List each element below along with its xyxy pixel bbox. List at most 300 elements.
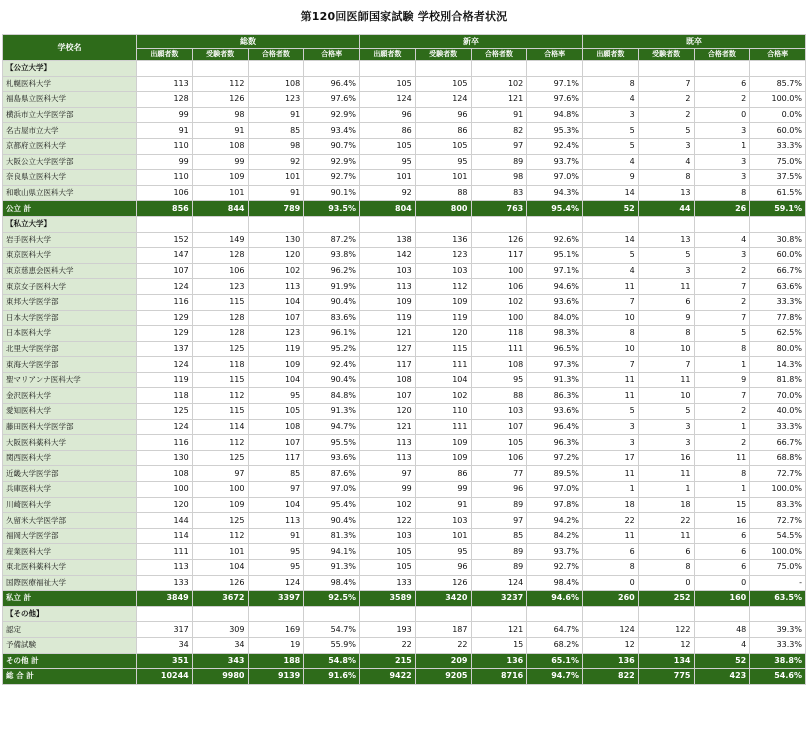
value-cell: 102 [471,76,527,92]
school-name: 福岡大学医学部 [3,528,137,544]
value-cell: 16 [694,513,750,529]
value-cell: 149 [192,232,248,248]
table-row [3,404,806,420]
value-cell: 111 [471,341,527,357]
value-cell: 112 [192,388,248,404]
value-cell: 92.6% [527,232,583,248]
value-cell: 3 [694,248,750,264]
value-cell: 102 [360,497,416,513]
value-cell: 188 [248,653,304,669]
empty-cell [750,606,806,622]
value-cell: 130 [248,232,304,248]
school-name: 東北医科薬科大学 [3,560,137,576]
value-cell: 80.0% [750,341,806,357]
value-cell: 116 [137,435,193,451]
value-cell: 91 [137,123,193,139]
value-cell: 9139 [248,669,304,685]
value-cell: 9 [638,310,694,326]
value-cell: 105 [360,560,416,576]
value-cell: 125 [192,450,248,466]
value-cell: 118 [192,357,248,373]
results-table [2,34,806,685]
value-cell: 91.3% [304,560,360,576]
value-cell: 88 [471,388,527,404]
value-cell: 63.5% [750,591,806,607]
school-name: 久留米大学医学部 [3,513,137,529]
value-cell: 64.7% [527,622,583,638]
value-cell: 7 [694,310,750,326]
subtotal-row [3,653,806,669]
empty-cell [471,606,527,622]
value-cell: 108 [248,76,304,92]
value-cell: 111 [415,419,471,435]
school-name: 横浜市立大学医学部 [3,107,137,123]
value-cell: 111 [137,544,193,560]
empty-cell [304,606,360,622]
value-cell: 133 [360,575,416,591]
value-cell: 104 [248,294,304,310]
value-cell: 17 [583,450,639,466]
empty-cell [694,606,750,622]
value-cell: 351 [137,653,193,669]
school-name: 聖マリアンナ医科大学 [3,372,137,388]
empty-cell [360,606,416,622]
empty-cell [360,216,416,232]
value-cell: 68.2% [527,637,583,653]
value-cell: 97 [471,138,527,154]
value-cell: 309 [192,622,248,638]
value-cell: 800 [415,201,471,217]
value-cell: 101 [192,544,248,560]
table-row [3,482,806,498]
table-row [3,123,806,139]
table-row [3,279,806,295]
school-name: 私立 計 [3,591,137,607]
value-cell: 34 [137,637,193,653]
value-cell: 105 [471,435,527,451]
value-cell: 260 [583,591,639,607]
value-cell: 91.9% [304,279,360,295]
value-cell: 93.6% [527,404,583,420]
value-cell: 317 [137,622,193,638]
value-cell: 2 [694,92,750,108]
school-name: 和歌山県立医科大学 [3,185,137,201]
value-cell: 789 [248,201,304,217]
value-cell: 52 [583,201,639,217]
value-cell: 89 [471,154,527,170]
value-cell: 110 [137,138,193,154]
value-cell: 10 [638,341,694,357]
school-name: 札幌医科大学 [3,76,137,92]
value-cell: 90.4% [304,294,360,310]
value-cell: 37.5% [750,170,806,186]
value-cell: 84.0% [527,310,583,326]
value-cell: 14.3% [750,357,806,373]
school-name: 岩手医科大学 [3,232,137,248]
value-cell: 0.0% [750,107,806,123]
school-name: 名古屋市立大学 [3,123,137,139]
value-cell: 89 [471,544,527,560]
value-cell: 112 [192,528,248,544]
value-cell: 98.4% [304,575,360,591]
value-cell: 96.2% [304,263,360,279]
value-cell: 93.7% [527,154,583,170]
value-cell: 11 [583,388,639,404]
school-name: 国際医療福祉大学 [3,575,137,591]
section-label: 【公立大学】 [3,61,137,77]
empty-cell [192,61,248,77]
value-cell: 114 [192,419,248,435]
value-cell: 95.2% [304,341,360,357]
value-cell: 6 [583,544,639,560]
school-name: 川崎医科大学 [3,497,137,513]
table-row [3,560,806,576]
value-cell: 97 [471,513,527,529]
value-cell: 102 [471,294,527,310]
value-cell: 104 [415,372,471,388]
value-cell: 113 [360,279,416,295]
value-cell: 104 [248,497,304,513]
value-cell: 119 [137,372,193,388]
value-cell: 147 [137,248,193,264]
school-name: 予備試験 [3,637,137,653]
school-name: 愛知医科大学 [3,404,137,420]
value-cell: 2 [694,263,750,279]
school-name: 日本医科大学 [3,326,137,342]
empty-cell [638,61,694,77]
value-cell: 113 [360,435,416,451]
value-cell: 4 [694,637,750,653]
value-cell: 97.0% [527,170,583,186]
value-cell: 7 [583,357,639,373]
value-cell: 9422 [360,669,416,685]
value-cell: 99 [137,154,193,170]
value-cell: 11 [638,528,694,544]
value-cell: 117 [471,248,527,264]
value-cell: 124 [137,279,193,295]
value-cell: 5 [694,326,750,342]
value-cell: 0 [583,575,639,591]
value-cell: 33.3% [750,294,806,310]
value-cell: 126 [415,575,471,591]
value-cell: 844 [192,201,248,217]
value-cell: 7 [694,279,750,295]
value-cell: 134 [638,653,694,669]
value-cell: 13 [638,232,694,248]
subtotal-row [3,201,806,217]
value-cell: 3589 [360,591,416,607]
value-cell: 106 [471,450,527,466]
col-applicants: 出願者数 [583,49,639,61]
value-cell: 129 [137,310,193,326]
value-cell: 95.5% [304,435,360,451]
value-cell: 130 [137,450,193,466]
value-cell: 2 [694,435,750,451]
value-cell: 6 [694,560,750,576]
value-cell: 6 [694,76,750,92]
table-header [3,35,806,61]
value-cell: 252 [638,591,694,607]
empty-cell [304,61,360,77]
value-cell: 82 [471,123,527,139]
value-cell: 3 [638,419,694,435]
value-cell: 94.6% [527,279,583,295]
value-cell: 92.5% [304,591,360,607]
value-cell: 123 [248,326,304,342]
value-cell: 86 [360,123,416,139]
value-cell: 55.9% [304,637,360,653]
value-cell: 152 [137,232,193,248]
empty-cell [248,606,304,622]
value-cell: 10244 [137,669,193,685]
value-cell: 128 [192,248,248,264]
value-cell: 97 [360,466,416,482]
value-cell: 112 [192,76,248,92]
col-passed: 合格者数 [694,49,750,61]
school-name: 日本大学医学部 [3,310,137,326]
value-cell: 63.6% [750,279,806,295]
table-row [3,466,806,482]
value-cell: 121 [360,419,416,435]
value-cell: 119 [248,341,304,357]
empty-cell [137,606,193,622]
value-cell: 94.7% [527,669,583,685]
value-cell: 122 [638,622,694,638]
value-cell: 94.1% [304,544,360,560]
value-cell: 6 [694,544,750,560]
value-cell: 125 [137,404,193,420]
value-cell: 52 [694,653,750,669]
grand-total-row [3,669,806,685]
value-cell: 124 [471,575,527,591]
value-cell: 4 [583,92,639,108]
value-cell: 7 [694,388,750,404]
value-cell: 1 [694,357,750,373]
section-row [3,606,806,622]
value-cell: 113 [248,513,304,529]
value-cell: 11 [638,279,694,295]
value-cell: 109 [360,294,416,310]
value-cell: 5 [583,123,639,139]
value-cell: 8 [694,185,750,201]
value-cell: 97.1% [527,263,583,279]
value-cell: 3237 [471,591,527,607]
value-cell: 1 [694,482,750,498]
value-cell: 89 [471,497,527,513]
value-cell: 38.8% [750,653,806,669]
value-cell: 115 [192,294,248,310]
col-pass-rate: 合格率 [750,49,806,61]
value-cell: 3849 [137,591,193,607]
value-cell: 97.6% [527,92,583,108]
value-cell: 6 [638,294,694,310]
value-cell: 5 [638,123,694,139]
empty-cell [527,61,583,77]
subtotal-row [3,591,806,607]
value-cell: 84.8% [304,388,360,404]
table-row [3,107,806,123]
value-cell: 108 [137,466,193,482]
school-name: 東京女子医科大学 [3,279,137,295]
school-name: 近畿大学医学部 [3,466,137,482]
value-cell: 120 [248,248,304,264]
value-cell: 108 [360,372,416,388]
value-cell: 9 [694,372,750,388]
value-cell: 48 [694,622,750,638]
value-cell: 9 [583,170,639,186]
value-cell: 54.7% [304,622,360,638]
value-cell: 8 [583,326,639,342]
value-cell: 33.3% [750,419,806,435]
value-cell: 2 [694,294,750,310]
value-cell: 103 [360,528,416,544]
table-row [3,248,806,264]
value-cell: 12 [638,637,694,653]
value-cell: 144 [137,513,193,529]
school-name: 藤田医科大学医学部 [3,419,137,435]
value-cell: 7 [583,294,639,310]
empty-cell [415,216,471,232]
value-cell: 90.4% [304,513,360,529]
value-cell: 91 [192,123,248,139]
value-cell: 124 [583,622,639,638]
table-row [3,450,806,466]
table-row [3,310,806,326]
value-cell: 91 [471,107,527,123]
value-cell: 124 [248,575,304,591]
empty-cell [694,216,750,232]
value-cell: 118 [137,388,193,404]
value-cell: 11 [638,466,694,482]
value-cell: 11 [694,450,750,466]
value-cell: 96.4% [304,76,360,92]
value-cell: 83.3% [750,497,806,513]
empty-cell [527,606,583,622]
value-cell: 87.2% [304,232,360,248]
value-cell: 86 [415,466,471,482]
empty-cell [248,216,304,232]
value-cell: 6 [638,544,694,560]
value-cell: 66.7% [750,435,806,451]
value-cell: 11 [583,372,639,388]
value-cell: 142 [360,248,416,264]
value-cell: 77 [471,466,527,482]
value-cell: 423 [694,669,750,685]
value-cell: 99 [137,107,193,123]
value-cell: 84.2% [527,528,583,544]
value-cell: 106 [192,263,248,279]
value-cell: 115 [192,372,248,388]
value-cell: 3 [583,419,639,435]
empty-cell [415,606,471,622]
empty-cell [750,216,806,232]
value-cell: 126 [192,92,248,108]
value-cell: 91.6% [304,669,360,685]
value-cell: 775 [638,669,694,685]
value-cell: 2 [638,92,694,108]
value-cell: 121 [471,92,527,108]
value-cell: 22 [638,513,694,529]
value-cell: 3 [694,170,750,186]
value-cell: 88 [415,185,471,201]
col-passed: 合格者数 [471,49,527,61]
table-row [3,435,806,451]
value-cell: 30.8% [750,232,806,248]
value-cell: 75.0% [750,154,806,170]
empty-cell [471,216,527,232]
value-cell: 113 [360,450,416,466]
value-cell: 100 [471,310,527,326]
value-cell: 137 [137,341,193,357]
value-cell: 94.3% [527,185,583,201]
value-cell: 121 [360,326,416,342]
value-cell: 5 [583,248,639,264]
value-cell: 19 [248,637,304,653]
empty-cell [583,606,639,622]
empty-cell [137,216,193,232]
value-cell: 0 [638,575,694,591]
empty-cell [583,216,639,232]
school-name: 福島県立医科大学 [3,92,137,108]
table-row [3,341,806,357]
value-cell: 9980 [192,669,248,685]
value-cell: 85 [248,466,304,482]
value-cell: 106 [137,185,193,201]
value-cell: 7 [638,357,694,373]
value-cell: 109 [248,357,304,373]
table-row [3,154,806,170]
value-cell: 856 [137,201,193,217]
value-cell: 93.8% [304,248,360,264]
value-cell: 97.2% [527,450,583,466]
value-cell: 85 [471,528,527,544]
value-cell: 104 [248,372,304,388]
value-cell: 13 [638,185,694,201]
value-cell: 95.3% [527,123,583,139]
value-cell: 112 [415,279,471,295]
value-cell: 3 [694,123,750,139]
value-cell: 95 [360,154,416,170]
value-cell: 10 [583,341,639,357]
value-cell: 121 [471,622,527,638]
value-cell: 129 [137,326,193,342]
school-name: 大阪医科薬科大学 [3,435,137,451]
value-cell: 5 [583,404,639,420]
value-cell: 124 [137,419,193,435]
empty-cell [638,216,694,232]
value-cell: 89 [471,560,527,576]
value-cell: 98.4% [527,575,583,591]
value-cell: 100.0% [750,482,806,498]
value-cell: 105 [415,138,471,154]
school-name: 総 合 計 [3,669,137,685]
value-cell: 127 [360,341,416,357]
section-label: 【私立大学】 [3,216,137,232]
value-cell: 115 [192,404,248,420]
school-name: 金沢医科大学 [3,388,137,404]
value-cell: 4 [583,154,639,170]
value-cell: 33.3% [750,637,806,653]
school-name: 奈良県立医科大学 [3,170,137,186]
value-cell: 91 [248,185,304,201]
value-cell: 91.3% [527,372,583,388]
empty-cell [583,61,639,77]
value-cell: 97.0% [304,482,360,498]
value-cell: 98 [248,138,304,154]
value-cell: 123 [248,92,304,108]
table-row [3,497,806,513]
value-cell: 94.8% [527,107,583,123]
